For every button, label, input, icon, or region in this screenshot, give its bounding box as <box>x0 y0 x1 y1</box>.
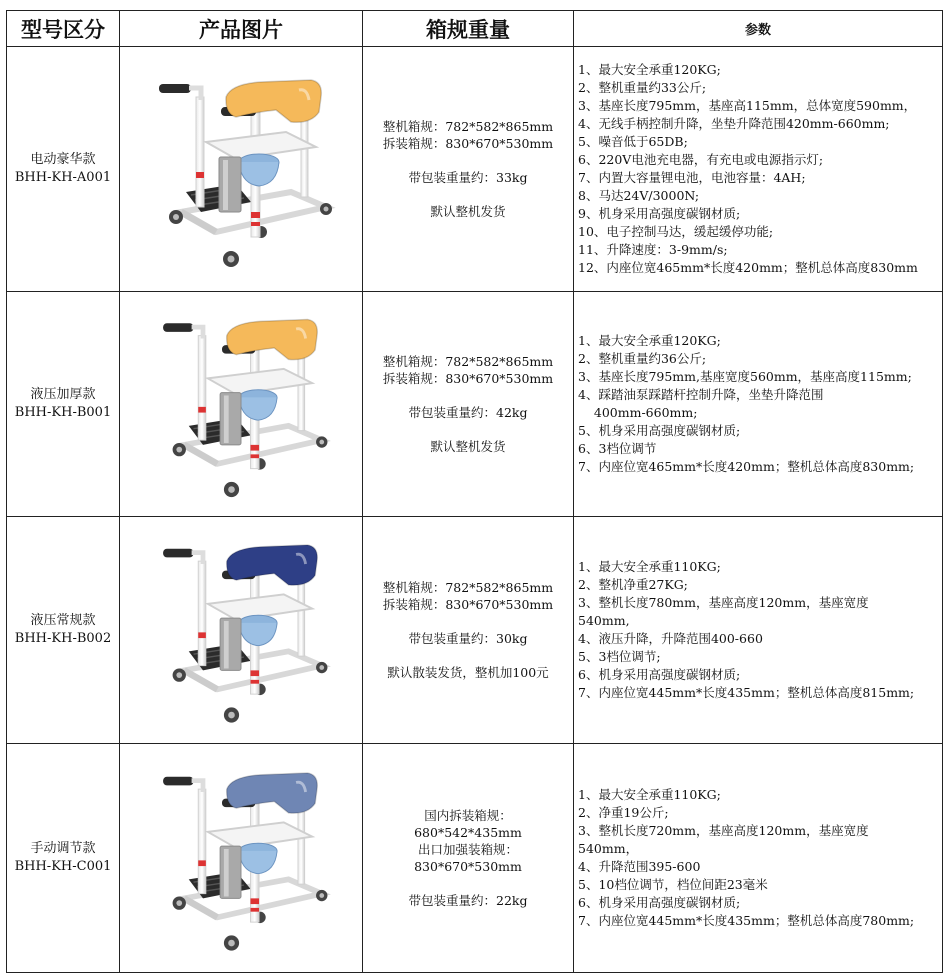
param-line: 1、最大安全承重120KG; <box>578 333 721 348</box>
packing-line: 拆装箱规：830*670*530mm <box>382 597 554 612</box>
product-image-cell <box>120 744 363 973</box>
param-line: 6、220V电池充电器，有充电或电源指示灯; <box>578 152 824 167</box>
product-image <box>141 62 341 277</box>
model-name: 手动调节款 <box>30 841 96 856</box>
header-params: 参数 <box>574 11 943 47</box>
model-name: 液压常规款 <box>30 613 96 628</box>
packing-weight: 带包装重量约：22kg <box>408 893 528 908</box>
param-line: 1、最大安全承重120KG; <box>578 62 721 77</box>
param-line: 4、液压升降，升降范围400-660 <box>578 631 763 646</box>
params-cell <box>574 47 943 292</box>
param-line: 1、最大安全承重110KG; <box>578 559 721 574</box>
param-line: 5、噪音低于65DB; <box>578 134 688 149</box>
packing-shipping: 默认整机发货 <box>430 439 506 454</box>
param-line: 400mm-660mm; <box>578 405 698 420</box>
packing-shipping: 默认整机发货 <box>430 204 506 219</box>
param-line: 540mm, <box>578 613 630 628</box>
product-image <box>146 752 336 964</box>
param-line: 7、内座位宽445mm*长度435mm；整机总体高度780mm; <box>578 913 915 928</box>
packing-line: 830*670*530mm <box>414 859 522 874</box>
table-row <box>7 517 943 744</box>
packing-weight: 带包装重量约：33kg <box>408 170 528 185</box>
packing-weight: 带包装重量约：42kg <box>408 405 528 420</box>
model-name: 电动豪华款 <box>30 152 96 167</box>
param-line: 6、3档位调节 <box>578 441 657 456</box>
param-line: 5、3档位调节; <box>578 649 661 664</box>
params-cell <box>574 292 943 517</box>
param-line: 2、整机重量约36公斤; <box>578 351 707 366</box>
param-line: 8、马达24V/3000N; <box>578 188 700 203</box>
param-line: 7、内座位宽445mm*长度435mm；整机总体高度815mm; <box>578 685 915 700</box>
product-image-cell <box>120 47 363 292</box>
param-line: 10、电子控制马达，缓起缓停功能; <box>578 224 774 239</box>
param-line: 5、10档位调节，档位间距23毫米 <box>578 877 768 892</box>
model-name: 液压加厚款 <box>30 387 96 402</box>
param-line: 4、升降范围395-600 <box>578 859 701 874</box>
param-line: 2、净重19公斤; <box>578 805 669 820</box>
packing-cell <box>363 517 574 744</box>
header-row <box>7 11 943 47</box>
model-code: BHH-KH-B001 <box>14 405 112 420</box>
param-line: 2、整机净重27KG; <box>578 577 688 592</box>
params-cell <box>574 744 943 973</box>
param-line: 7、内座位宽465mm*长度420mm；整机总体高度830mm; <box>578 459 915 474</box>
param-line: 2、整机重量约33公斤; <box>578 80 707 95</box>
param-line: 4、无线手柄控制升降，坐垫升降范围420mm-660mm; <box>578 116 890 131</box>
table-row <box>7 744 943 973</box>
packing-cell <box>363 47 574 292</box>
packing-shipping: 默认散装发货，整机加100元 <box>387 665 549 680</box>
packing-line: 整机箱规：782*582*865mm <box>382 354 554 369</box>
param-line: 12、内座位宽465mm*长度420mm；整机总体高度830mm <box>578 260 918 275</box>
param-line: 4、踩踏油泵踩踏杆控制升降，坐垫升降范围 <box>578 387 824 402</box>
model-code: BHH-KH-C001 <box>14 859 112 874</box>
param-line: 5、机身采用高强度碳钢材质; <box>578 423 741 438</box>
packing-line: 出口加强装箱规： <box>417 842 518 857</box>
model-code: BHH-KH-B002 <box>14 631 112 646</box>
param-line: 3、整机长度780mm，基座高度120mm，基座宽度 <box>578 595 869 610</box>
packing-line: 国内拆装箱规： <box>424 808 512 823</box>
model-cell <box>7 517 120 744</box>
param-line: 3、整机长度720mm，基座高度120mm，基座宽度 <box>578 823 869 838</box>
product-image <box>146 302 336 507</box>
param-line: 6、机身采用高强度碳钢材质; <box>578 895 741 910</box>
packing-weight: 带包装重量约：30kg <box>408 631 528 646</box>
product-image-cell <box>120 517 363 744</box>
model-cell <box>7 744 120 973</box>
header-packing: 箱规重量 <box>363 11 574 47</box>
packing-line: 拆装箱规：830*670*530mm <box>382 371 554 386</box>
packing-line: 680*542*435mm <box>414 825 522 840</box>
product-image <box>146 525 336 735</box>
model-cell <box>7 47 120 292</box>
model-cell <box>7 292 120 517</box>
packing-line: 整机箱规：782*582*865mm <box>382 119 554 134</box>
product-spec-table <box>6 10 943 973</box>
table-row <box>7 292 943 517</box>
param-line: 3、基座长度795mm,基座宽度560mm，基座高度115mm; <box>578 369 912 384</box>
packing-line: 拆装箱规：830*670*530mm <box>382 136 554 151</box>
params-cell <box>574 517 943 744</box>
param-line: 7、内置大容量锂电池，电池容量：4AH; <box>578 170 806 185</box>
header-model: 型号区分 <box>7 11 120 47</box>
table-row <box>7 47 943 292</box>
packing-cell <box>363 744 574 973</box>
header-image: 产品图片 <box>120 11 363 47</box>
model-code: BHH-KH-A001 <box>14 170 112 185</box>
param-line: 540mm， <box>578 841 639 856</box>
param-line: 9、机身采用高强度碳钢材质; <box>578 206 741 221</box>
packing-cell <box>363 292 574 517</box>
packing-line: 整机箱规：782*582*865mm <box>382 580 554 595</box>
product-image-cell <box>120 292 363 517</box>
param-line: 11、升降速度：3-9mm/s; <box>578 242 728 257</box>
param-line: 3、基座长度795mm，基座高115mm，总体宽度590mm， <box>578 98 917 113</box>
param-line: 6、机身采用高强度碳钢材质; <box>578 667 741 682</box>
param-line: 1、最大安全承重110KG; <box>578 787 721 802</box>
